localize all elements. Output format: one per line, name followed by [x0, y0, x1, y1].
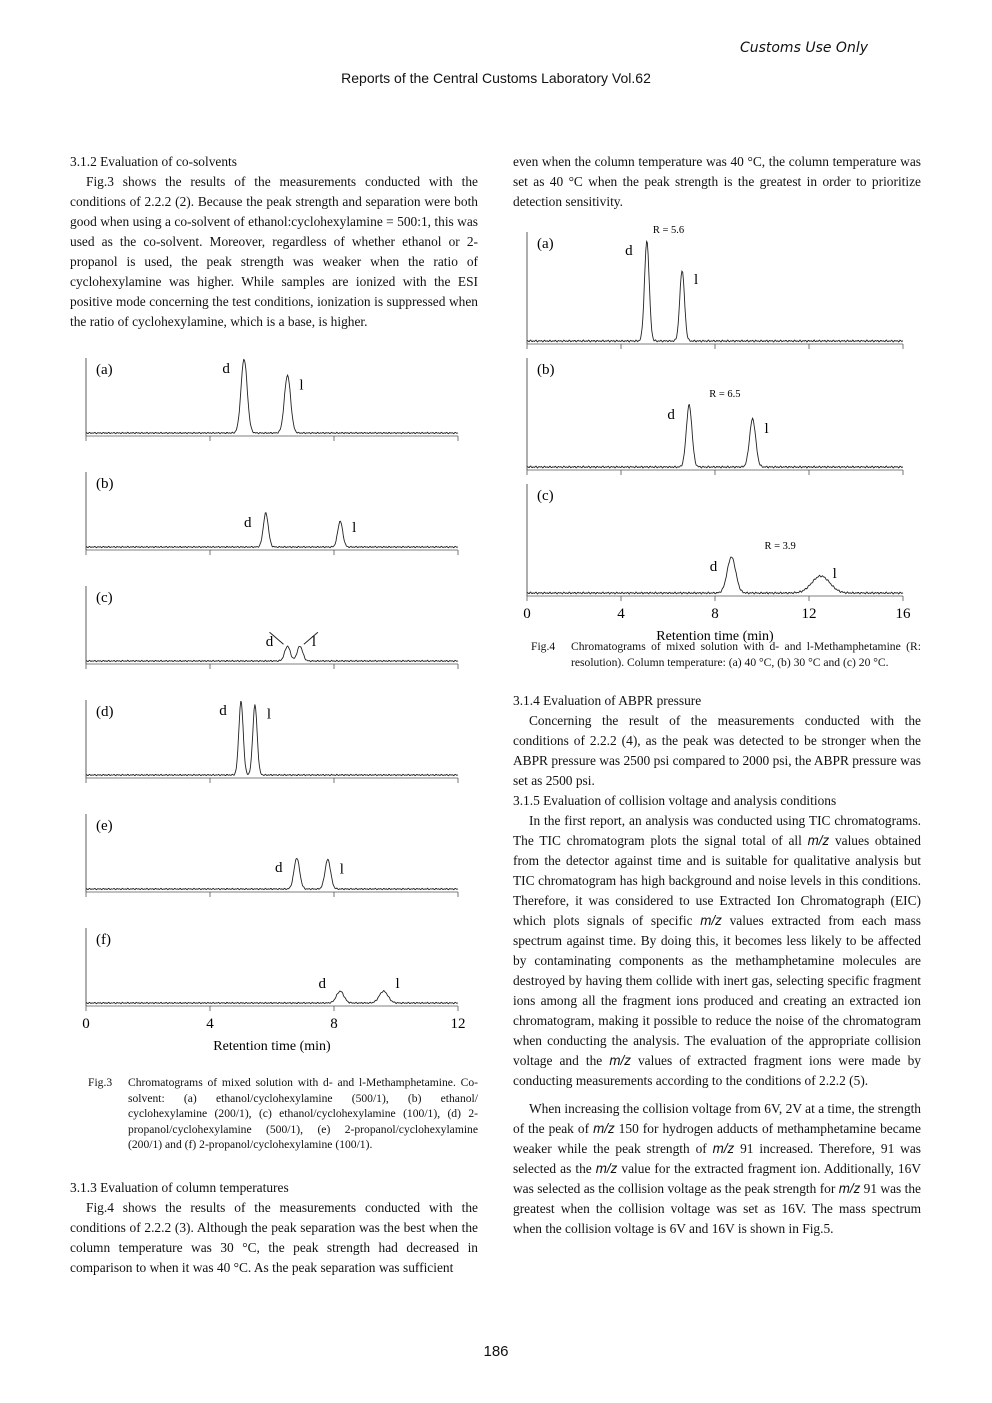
- panel-label: (a): [537, 236, 554, 252]
- section-3-1-3: [70, 1178, 478, 1278]
- paragraph: Fig.4 shows the results of the measurements conducted with the conditions of 2.2.2 (3). Although the peak separation was the best when the column temperature was 30 °C, the peak strength had decreased in comparison to when it was 40 °C. As the peak separation was sufficient: [70, 1200, 478, 1275]
- chromatogram-trace: [86, 859, 458, 890]
- x-tick-label: 8: [330, 1016, 338, 1032]
- peak-label-d: d: [219, 703, 227, 719]
- x-tick-label: 8: [711, 606, 719, 622]
- panel-label: (c): [96, 590, 113, 606]
- peak-label-l: l: [339, 861, 344, 878]
- confidentiality-mark: Customs Use Only: [739, 40, 868, 56]
- peak-label-l: l: [694, 272, 699, 288]
- peak-label-d: d: [244, 514, 252, 531]
- chromatogram-trace: [86, 701, 458, 776]
- section-heading: 3.1.4 Evaluation of ABPR pressure: [513, 693, 702, 708]
- journal-header: Reports of the Central Customs Laboratory Vol.62: [341, 70, 651, 86]
- peak-label-l: l: [266, 706, 272, 723]
- fig3-chart: [70, 350, 480, 1060]
- paragraph: even when the column temperature was 40 °C, the column temperature was set as 40 °C when the peak strength is the greatest in order to prioritize detection sensitivity.: [513, 154, 921, 209]
- x-tick-label: 0: [523, 606, 531, 622]
- peak-label-d: d: [667, 407, 675, 423]
- x-tick-label: 12: [801, 606, 817, 622]
- panel-label: (a): [96, 362, 113, 378]
- section-3-1-2: [70, 152, 478, 332]
- peak-label-l: l: [764, 421, 769, 437]
- paragraph: Concerning the result of the measurements conducted with the conditions of 2.2.2 (4), as the peak was detected to be stronger when the ABPR pressure was 2500 psi compared to 2000 psi, the ABPR pressure was set as 2500 psi.: [513, 713, 922, 788]
- fig4-caption-number: Fig.4: [531, 640, 556, 653]
- section-heading: 3.1.3 Evaluation of column temperatures: [70, 1180, 289, 1195]
- paragraph: Fig.3 shows the results of the measurements conducted with the conditions of 2.2.2 (2). Because the peak strength and separation were both good when using a co-solvent of ethanol:cyclohexylamine = 500:1, this was used as the co-solvent. Moreover, regardless of whether ethanol or 2-propanol is used, the peak strength was weaker when the ratio of cyclohexylamine was higher. While samples are ionized with the ESI positive mode concerning the test conditions, ionization is suppressed when the ratio of cyclohexylamine, which is a base, is higher.: [70, 174, 478, 329]
- peak-label-l: l: [352, 520, 357, 536]
- section-3-1-3-continued: [513, 152, 921, 212]
- section-heading: 3.1.5 Evaluation of collision voltage and analysis conditions: [513, 793, 837, 808]
- panel-label: (e): [96, 818, 113, 834]
- peak-label-l: l: [299, 377, 304, 394]
- peak-label-d: d: [318, 976, 326, 992]
- peak-label-d: d: [709, 559, 718, 575]
- x-tick-label: 16: [895, 606, 911, 622]
- peak-label-d: d: [625, 243, 633, 259]
- chromatogram-trace: [527, 241, 903, 342]
- chromatogram-trace: [527, 405, 903, 468]
- panel-label: (b): [537, 362, 555, 378]
- page-number: 186: [483, 1343, 509, 1360]
- x-axis-title: Retention time (min): [656, 629, 774, 644]
- resolution-label: R = 5.6: [652, 225, 685, 236]
- fig4-caption-text: Chromatograms of mixed solution with d- and l-Methamphetamine (R: resolution). Column temperature: (a) 40 °C, (b) 30 °C and (c) 20 °C.: [571, 640, 921, 669]
- fig4-chart: [513, 222, 923, 644]
- x-tick-label: 4: [206, 1016, 214, 1032]
- resolution-label: R = 6.5: [709, 389, 741, 400]
- section-heading: 3.1.2 Evaluation of co-solvents: [70, 154, 237, 169]
- sections-3-1-4-3-1-5: [513, 691, 921, 1239]
- panel-label: (f): [96, 932, 111, 948]
- peak-label-l: l: [395, 976, 400, 992]
- paragraph: In the first report, an analysis was conducted using TIC chromatograms. The TIC chromatogram plots the signal total of all m/z values obtained from the detector against time and is suitable for qualitative analysis but TIC chromatogram has high background and noise levels in this conditions. Therefore, it was considered to use Extracted Ion Chromatograph (EIC) which plots signals of specific m/z values extracted from each mass spectrum against time. By doing this, it becomes less likely to be affected by contaminating components as the methamphetamine molecules are destroyed by having them collide with inert gas, selecting specific fragment ions among all the fragment ions produced and creating an extracted ion chromatogram, making it possible to reduce the noise of the chromatogram when conducting the analysis. The evaluation of the appropriate collision voltage and the m/z values of extracted fragment ions were made by conducting measurements according to the conditions of 2.2.2 (5).: [513, 813, 922, 1088]
- paragraph: When increasing the collision voltage from 6V, 2V at a time, the strength of the peak of m/z 150 for hydrogen adducts of methamphetamine became weaker while the peak strength of m/z 91 increased. Therefore, 91 was selected as the m/z value for the extracted fragment ion. Additionally, 16V was selected as the collision voltage as the peak strength for m/z 91 was the greatest when the collision voltage was set as 16V. The mass spectrum when the collision voltage is 6V and 16V is shown in Fig.5.: [513, 1101, 921, 1236]
- x-axis-title: Retention time (min): [213, 1039, 331, 1054]
- x-tick-label: 0: [82, 1016, 90, 1032]
- fig3-caption-text: Chromatograms of mixed solution with d- and l-Methamphetamine. Co-solvent: (a) ethanol/cyclohexylamine (500/1), (b) ethanol/ cyclohexylamine (200/1), (c) ethanol/cyclohexylamine (100/1), (d) 2-propanol/cyclohexylamine (500/1), (e) 2-propanol/cyclohexylamine (200/1) and (f) 2-propanol/cyclohexylamine (100/1).: [128, 1076, 478, 1151]
- chromatogram-trace: [86, 991, 458, 1004]
- panel-label: (d): [96, 704, 114, 720]
- chromatogram-trace: [86, 360, 458, 434]
- peak-label-l: l: [832, 566, 837, 582]
- x-tick-label: 4: [617, 606, 625, 622]
- peak-label-d: d: [222, 361, 230, 377]
- panel-label: (b): [96, 476, 114, 492]
- resolution-label: R = 3.9: [764, 541, 796, 552]
- fig4-caption: [531, 639, 921, 670]
- fig3-caption-number: Fig.3: [88, 1076, 113, 1089]
- x-tick-label: 12: [450, 1016, 466, 1032]
- peak-label-l: l: [311, 634, 316, 650]
- peak-label-d: d: [265, 634, 274, 650]
- peak-label-d: d: [275, 859, 283, 876]
- fig3-caption: [88, 1075, 478, 1153]
- chromatogram-trace: [86, 513, 458, 548]
- panel-label: (c): [537, 488, 554, 504]
